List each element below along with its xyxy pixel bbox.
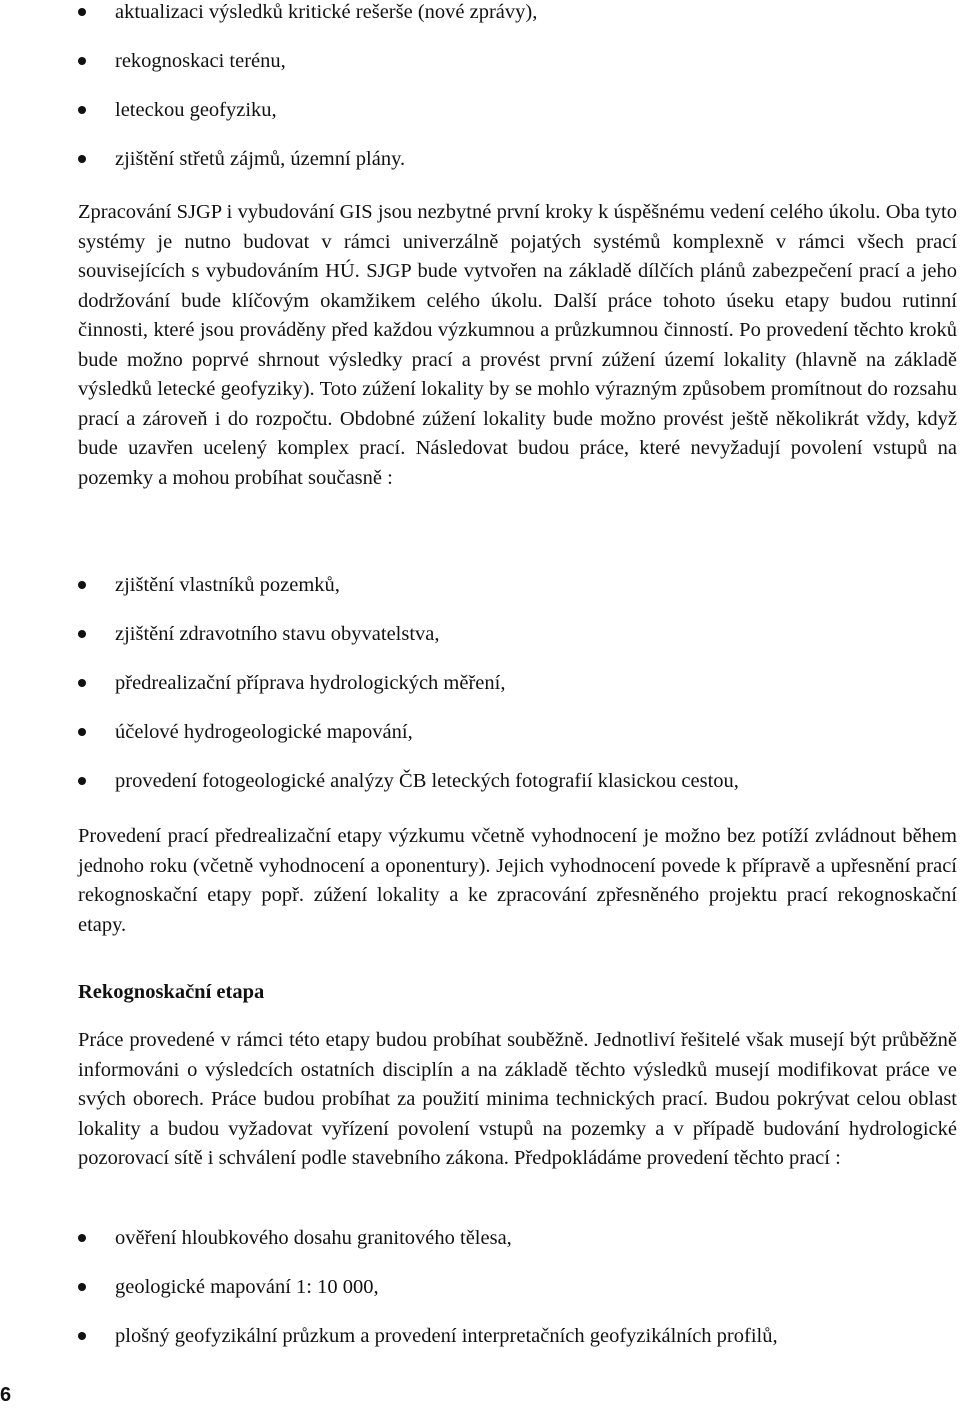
bullet-icon <box>78 630 86 638</box>
bullet-list-parallel-works <box>78 573 948 794</box>
list-item-text: geologické mapování 1: 10 000, <box>115 1276 379 1298</box>
bullet-icon <box>78 1234 86 1242</box>
paragraph-predrealization-summary: Provedení prací předrealizační etapy výzkumu včetně vyhodnocení je možno bez potíží zvládnout během jednoho roku (včetně vyhodnocení a oponentury). Jejich vyhodnocení povede k přípravě a upřesnění prací rekognoskační etapy popř. zúžení lokality a ke zpracování zpřesněného projektu prací rekognoskační etapy. <box>78 825 957 936</box>
bullet-list-intro <box>78 0 948 172</box>
list-item-text: rekognoskaci terénu, <box>115 50 286 72</box>
list-item-text: aktualizaci výsledků kritické rešerše (nové zprávy), <box>115 1 538 23</box>
list-item <box>78 671 948 696</box>
list-item <box>78 147 948 172</box>
paragraph-sjgp-gis: Zpracování SJGP i vybudování GIS jsou nezbytné první kroky k úspěšnému vedení celého úkolu. Oba tyto systémy je nutno budovat v rámci univerzálně pojatých systémů komplexně v rámci všech prací souvisejících s vybudováním HÚ. SJGP bude vytvořen na základě dílčích plánů zabezpečení prací a jeho dodržování bude klíčovým okamžikem celého úkolu. Další práce tohoto úseku etapy budou rutinní činnosti, které jsou prováděny před každou výzkumnou a průzkumnou činností. Po provedení těchto kroků bude možno poprvé shrnout výsledky prací a provést první zúžení území lokality (hlavně na základě výsledků letecké geofyziky). Toto zúžení lokality by se mohlo výrazným způsobem promítnout do rozsahu prací a zároveň i do rozpočtu. Obdobné zúžení lokality bude možno provést ještě několikrát vždy, když bude uzavřen ucelený komplex prací. Následovat budou práce, které nevyžadují povolení vstupů na pozemky a mohou probíhat současně : <box>78 201 957 489</box>
list-item <box>78 49 948 74</box>
bullet-icon <box>78 155 86 163</box>
section-heading: Rekognoskační etapa <box>78 981 265 1003</box>
bullet-icon <box>78 1332 86 1340</box>
list-item-text: plošný geofyzikální průzkum a provedení interpretačních geofyzikálních profilů, <box>115 1325 778 1347</box>
list-item-text: ověření hloubkového dosahu granitového tělesa, <box>115 1227 512 1249</box>
list-item <box>78 622 948 647</box>
list-item-text: zjištění vlastníků pozemků, <box>115 574 340 596</box>
list-item <box>78 1275 948 1300</box>
list-item <box>78 1324 948 1349</box>
bullet-icon <box>78 728 86 736</box>
bullet-icon <box>78 777 86 785</box>
bullet-icon <box>78 106 86 114</box>
list-item <box>78 573 948 598</box>
bullet-icon <box>78 581 86 589</box>
paragraph-reconnaissance-stage: Práce provedené v rámci této etapy budou probíhat souběžně. Jednotliví řešitelé však musejí být průběžně informováni o výsledcích ostatních disciplín a na základě těchto výsledků musejí modifikovat práce ve svých oborech. Práce budou probíhat za použití minima technických prací. Budou pokrývat celou oblast lokality a budou vyžadovat vyřízení povolení vstupů na pozemky a v případě budování hydrologické pozorovací sítě i schválení podle stavebního zákona. Předpokládáme provedení těchto prací : <box>78 1029 957 1169</box>
list-item-text: zjištění zdravotního stavu obyvatelstva, <box>115 623 440 645</box>
list-item <box>78 0 948 25</box>
list-item-text: účelové hydrogeologické mapování, <box>115 721 413 743</box>
list-item <box>78 769 948 794</box>
list-item-text: předrealizační příprava hydrologických měření, <box>115 672 506 694</box>
bullet-icon <box>78 1283 86 1291</box>
bullet-icon <box>78 57 86 65</box>
list-item-text: provedení fotogeologické analýzy ČB leteckých fotografií klasickou cestou, <box>115 770 739 792</box>
page-number: 6 <box>0 1384 12 1406</box>
list-item <box>78 98 948 123</box>
bullet-list-reconnaissance-works <box>78 1226 948 1349</box>
list-item-text: leteckou geofyziku, <box>115 99 277 121</box>
bullet-icon <box>78 8 86 16</box>
list-item <box>78 720 948 745</box>
bullet-icon <box>78 679 86 687</box>
list-item <box>78 1226 948 1251</box>
list-item-text: zjištění střetů zájmů, územní plány. <box>115 148 406 170</box>
